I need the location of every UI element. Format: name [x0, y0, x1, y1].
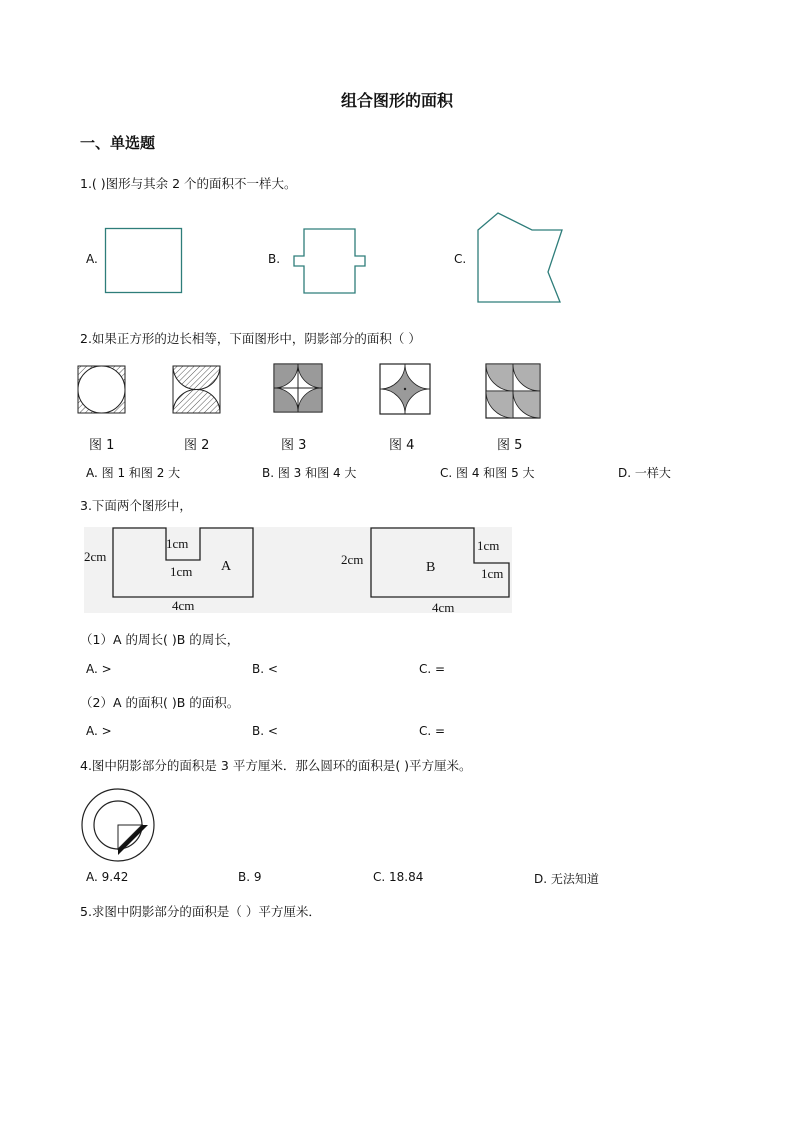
q2-option-b: B. 图 3 和图 4 大 [262, 466, 357, 480]
q3-figure-b-base-label: 4cm [432, 600, 455, 615]
q1-option-b-label: B. [268, 252, 281, 266]
q2-option-a: A. 图 1 和图 2 大 [86, 466, 181, 480]
q3-sub1-text: （1）A 的周长( )B 的周长， [80, 632, 240, 647]
question-4-text: 4.图中阴影部分的面积是 3 平方厘米．那么圆环的面积是( )平方厘米。 [80, 758, 472, 773]
q3-sub2-option-a: A. > [86, 724, 112, 738]
q3-figure-a-name: A [221, 559, 232, 574]
q3-figure-a-notch-width-label: 1cm [166, 536, 189, 551]
question-2-text: 2.如果正方形的边长相等，下面图形中，阴影部分的面积（ ） [80, 331, 421, 346]
q3-sub2-option-c: C. = [419, 724, 446, 738]
page-title: 组合图形的面积 [340, 91, 453, 110]
q3-figure-b-height-label: 2cm [341, 552, 364, 567]
question-5-text: 5.求图中阴影部分的面积是（ ）平方厘米． [80, 904, 321, 919]
q4-option-d: D. 无法知道 [534, 872, 599, 886]
q4-option-a: A. 9.42 [86, 870, 129, 884]
q3-figure-b-name: B [426, 560, 436, 575]
q2-option-d: D. 一样大 [618, 466, 671, 480]
q3-sub1-option-c: C. = [419, 662, 446, 676]
q3-sub1-option-a: A. > [86, 662, 112, 676]
q3-figure-a-notch-height-label: 1cm [170, 564, 193, 579]
q1-option-c-label: C. [454, 252, 467, 266]
q4-option-b: B. 9 [238, 870, 262, 884]
q2-figures [0, 0, 794, 420]
q3-figure-a-base-label: 4cm [172, 598, 195, 613]
q2-figure-5 [486, 364, 540, 418]
q2-figure-2 [173, 366, 220, 413]
q4-ring-figure [80, 787, 156, 863]
q2-option-c: C. 图 4 和图 5 大 [440, 466, 535, 480]
q2-figure-1-caption: 图 1 [89, 438, 115, 453]
q2-figure-3-caption: 图 3 [281, 438, 307, 453]
section-heading: 一、单选题 [80, 134, 156, 152]
q2-figure-4-caption: 图 4 [389, 438, 415, 453]
q2-figure-1 [78, 366, 125, 413]
q3-figure-a-height-label: 2cm [84, 549, 107, 564]
question-1-text: 1.( )图形与其余 2 个的面积不一样大。 [80, 176, 297, 191]
q3-figure-b-step-width-label: 1cm [481, 566, 504, 581]
q3-sub2-option-b: B. < [252, 724, 278, 738]
q2-figure-5-caption: 图 5 [497, 438, 523, 453]
q3-sub2-text: （2）A 的面积( )B 的面积。 [80, 695, 240, 710]
q2-figure-4 [380, 364, 430, 414]
q3-sub1-option-b: B. < [252, 662, 278, 676]
question-3-text: 3.下面两个图形中， [80, 498, 192, 513]
q1-option-a-label: A. [86, 252, 98, 266]
q3-figure-b-step-height-label: 1cm [477, 538, 500, 553]
q4-option-c: C. 18.84 [373, 870, 424, 884]
q2-figure-2-caption: 图 2 [184, 438, 210, 453]
q2-figure-3 [274, 364, 322, 412]
